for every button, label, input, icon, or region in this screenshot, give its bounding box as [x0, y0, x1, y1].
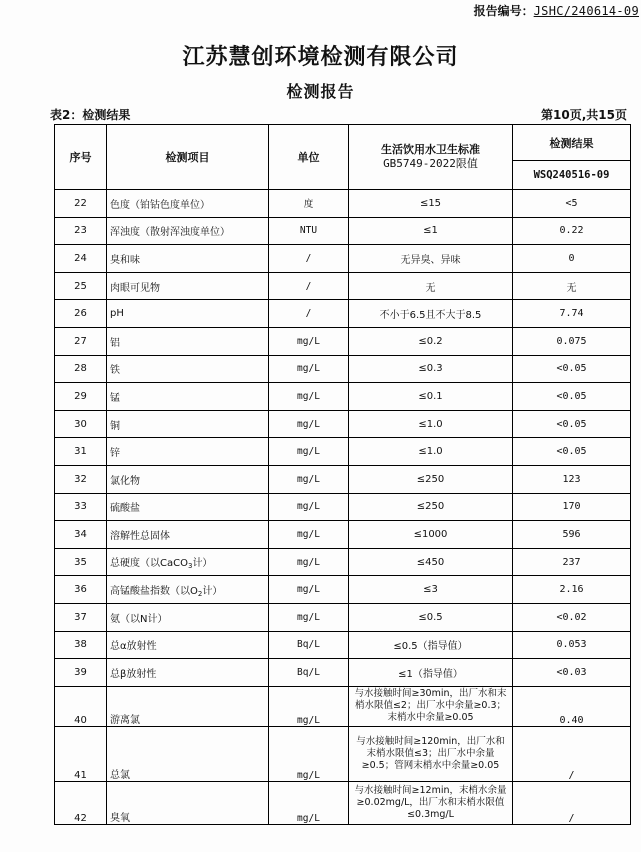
- row-limit: ≤3: [349, 576, 513, 604]
- header-standard-line2: GB5749-2022限值: [383, 157, 478, 170]
- row-unit: mg/L: [269, 576, 349, 604]
- table-row: [55, 576, 631, 604]
- row-unit: Bq/L: [269, 631, 349, 659]
- row-item: 臭氧: [107, 781, 269, 824]
- row-item-text: 高锰酸盐指数（以O: [110, 585, 198, 597]
- table-row: [55, 781, 631, 824]
- row-unit: mg/L: [269, 355, 349, 383]
- row-limit: ≤1.0: [349, 410, 513, 438]
- row-limit: ≤1: [349, 217, 513, 245]
- row-seq: 30: [55, 410, 107, 438]
- row-result: <0.03: [513, 659, 631, 687]
- row-limit: 不小于6.5且不大于8.5: [349, 300, 513, 328]
- row-seq: 28: [55, 355, 107, 383]
- row-limit: ≤0.5（指导值）: [349, 631, 513, 659]
- row-seq: 22: [55, 190, 107, 218]
- row-result: 无: [513, 272, 631, 300]
- row-item: 总氯: [107, 726, 269, 781]
- table-caption: 表2：检测结果: [50, 108, 131, 122]
- row-unit: mg/L: [269, 383, 349, 411]
- report-number: [474, 2, 639, 19]
- row-item-text: 总硬度（以CaCO: [110, 558, 188, 570]
- row-item-text-end: 计）: [192, 558, 213, 570]
- row-seq: 36: [55, 576, 107, 604]
- row-limit: ≤0.5: [349, 603, 513, 631]
- row-result: <0.05: [513, 355, 631, 383]
- row-result: 123: [513, 465, 631, 493]
- row-item: [107, 576, 269, 604]
- row-seq: 39: [55, 659, 107, 687]
- header-unit: 单位: [269, 125, 349, 190]
- table-row: [55, 686, 631, 726]
- table-row: [55, 465, 631, 493]
- row-item: 肉眼可见物: [107, 272, 269, 300]
- row-item: 硫酸盐: [107, 493, 269, 521]
- row-seq: 23: [55, 217, 107, 245]
- row-result: 0.40: [513, 686, 631, 726]
- row-unit: mg/L: [269, 521, 349, 549]
- row-limit: ≤1（指导值）: [349, 659, 513, 687]
- table-row: [55, 603, 631, 631]
- table-row: [55, 383, 631, 411]
- report-number-label: 报告编号：: [473, 4, 534, 18]
- row-unit: Bq/L: [269, 659, 349, 687]
- row-unit: mg/L: [269, 410, 349, 438]
- row-result: <0.05: [513, 383, 631, 411]
- row-result: 170: [513, 493, 631, 521]
- row-limit: ≤250: [349, 493, 513, 521]
- row-item-subscript: 3: [187, 562, 193, 571]
- row-result: 7.74: [513, 300, 631, 328]
- table-row: [55, 355, 631, 383]
- table-row: [55, 548, 631, 576]
- row-item-subscript: 2: [197, 589, 203, 598]
- row-limit: ≤1000: [349, 521, 513, 549]
- row-seq: 27: [55, 327, 107, 355]
- report-number-value: JSHC/240614-09: [533, 4, 639, 18]
- header-result: 检测结果: [513, 125, 631, 161]
- row-seq: 26: [55, 300, 107, 328]
- header-standard-line1: 生活饮用水卫生标准: [381, 142, 480, 156]
- row-limit: 与水接触时间≥120min，出厂水和末梢水限值≤3；出厂水中余量≥0.5；管网末梢水中余量≥0.05: [349, 726, 513, 781]
- row-item: 浑浊度（散射浑浊度单位）: [107, 217, 269, 245]
- table-row: [55, 327, 631, 355]
- row-unit: /: [269, 300, 349, 328]
- row-limit: ≤0.3: [349, 355, 513, 383]
- row-item: 氨（以N计）: [107, 603, 269, 631]
- row-result: 596: [513, 521, 631, 549]
- table-row: [55, 631, 631, 659]
- results-table-body: [55, 190, 631, 825]
- row-result: 237: [513, 548, 631, 576]
- row-item: 铝: [107, 327, 269, 355]
- row-unit: mg/L: [269, 548, 349, 576]
- row-item: 铜: [107, 410, 269, 438]
- header-standard: [349, 125, 513, 190]
- row-item: 总β放射性: [107, 659, 269, 687]
- row-limit: 与水接触时间≥12min，末梢水余量≥0.02mg/L，出厂水和末梢水限值≤0.3mg/L: [349, 781, 513, 824]
- table-row: [55, 521, 631, 549]
- table-row: [55, 272, 631, 300]
- row-unit: mg/L: [269, 726, 349, 781]
- row-seq: 33: [55, 493, 107, 521]
- row-item: 总α放射性: [107, 631, 269, 659]
- table-row: [55, 190, 631, 218]
- row-limit: ≤0.1: [349, 383, 513, 411]
- row-unit: mg/L: [269, 465, 349, 493]
- row-seq: 41: [55, 726, 107, 781]
- row-item: 氯化物: [107, 465, 269, 493]
- row-item: 铁: [107, 355, 269, 383]
- row-result: <0.05: [513, 438, 631, 466]
- row-result: /: [513, 781, 631, 824]
- table-row: [55, 493, 631, 521]
- page-indicator: 第10页,共15页: [541, 108, 627, 122]
- company-name: 江苏慧创环境检测有限公司: [182, 45, 459, 70]
- row-item: 锌: [107, 438, 269, 466]
- row-item: 游离氯: [107, 686, 269, 726]
- table-row: [55, 217, 631, 245]
- row-limit: ≤250: [349, 465, 513, 493]
- row-result: 0.22: [513, 217, 631, 245]
- header-seq: 序号: [55, 125, 107, 190]
- row-unit: NTU: [269, 217, 349, 245]
- row-result: <5: [513, 190, 631, 218]
- row-limit: 无异臭、异味: [349, 245, 513, 273]
- row-seq: 24: [55, 245, 107, 273]
- row-result: 0.053: [513, 631, 631, 659]
- row-unit: mg/L: [269, 781, 349, 824]
- table-row: [55, 726, 631, 781]
- row-limit: ≤450: [349, 548, 513, 576]
- results-table: [54, 124, 631, 825]
- row-seq: 42: [55, 781, 107, 824]
- row-unit: mg/L: [269, 493, 349, 521]
- row-result: <0.05: [513, 410, 631, 438]
- row-result: /: [513, 726, 631, 781]
- document-title: 检测报告: [286, 82, 355, 101]
- row-item: 锰: [107, 383, 269, 411]
- row-unit: mg/L: [269, 686, 349, 726]
- row-seq: 29: [55, 383, 107, 411]
- row-seq: 37: [55, 603, 107, 631]
- row-seq: 32: [55, 465, 107, 493]
- row-item: 溶解性总固体: [107, 521, 269, 549]
- row-limit: 与水接触时间≥30min，出厂水和末梢水限值≤2；出厂水中余量≥0.3；末梢水中余量≥0.05: [349, 686, 513, 726]
- row-unit: /: [269, 245, 349, 273]
- row-unit: /: [269, 272, 349, 300]
- row-seq: 25: [55, 272, 107, 300]
- results-table-header: [55, 125, 631, 190]
- row-item: 色度（铂钴色度单位）: [107, 190, 269, 218]
- row-item: 臭和味: [107, 245, 269, 273]
- row-unit: mg/L: [269, 327, 349, 355]
- table-row: [55, 410, 631, 438]
- row-unit: 度: [269, 190, 349, 218]
- row-result: <0.02: [513, 603, 631, 631]
- table-row: [55, 659, 631, 687]
- header-item: 检测项目: [107, 125, 269, 190]
- row-seq: 40: [55, 686, 107, 726]
- table-row: [55, 438, 631, 466]
- row-limit: ≤15: [349, 190, 513, 218]
- table-row: [55, 245, 631, 273]
- row-seq: 34: [55, 521, 107, 549]
- row-seq: 35: [55, 548, 107, 576]
- table-row: [55, 300, 631, 328]
- row-limit: ≤1.0: [349, 438, 513, 466]
- row-item: pH: [107, 300, 269, 328]
- row-result: 2.16: [513, 576, 631, 604]
- row-result: 0: [513, 245, 631, 273]
- row-limit: ≤0.2: [349, 327, 513, 355]
- row-item-text-end: 计）: [202, 585, 223, 597]
- row-seq: 38: [55, 631, 107, 659]
- row-result: 0.075: [513, 327, 631, 355]
- row-seq: 31: [55, 438, 107, 466]
- row-unit: mg/L: [269, 438, 349, 466]
- header-sample-id: WSQ240516-09: [513, 161, 631, 190]
- row-limit: 无: [349, 272, 513, 300]
- row-item: [107, 548, 269, 576]
- row-unit: mg/L: [269, 603, 349, 631]
